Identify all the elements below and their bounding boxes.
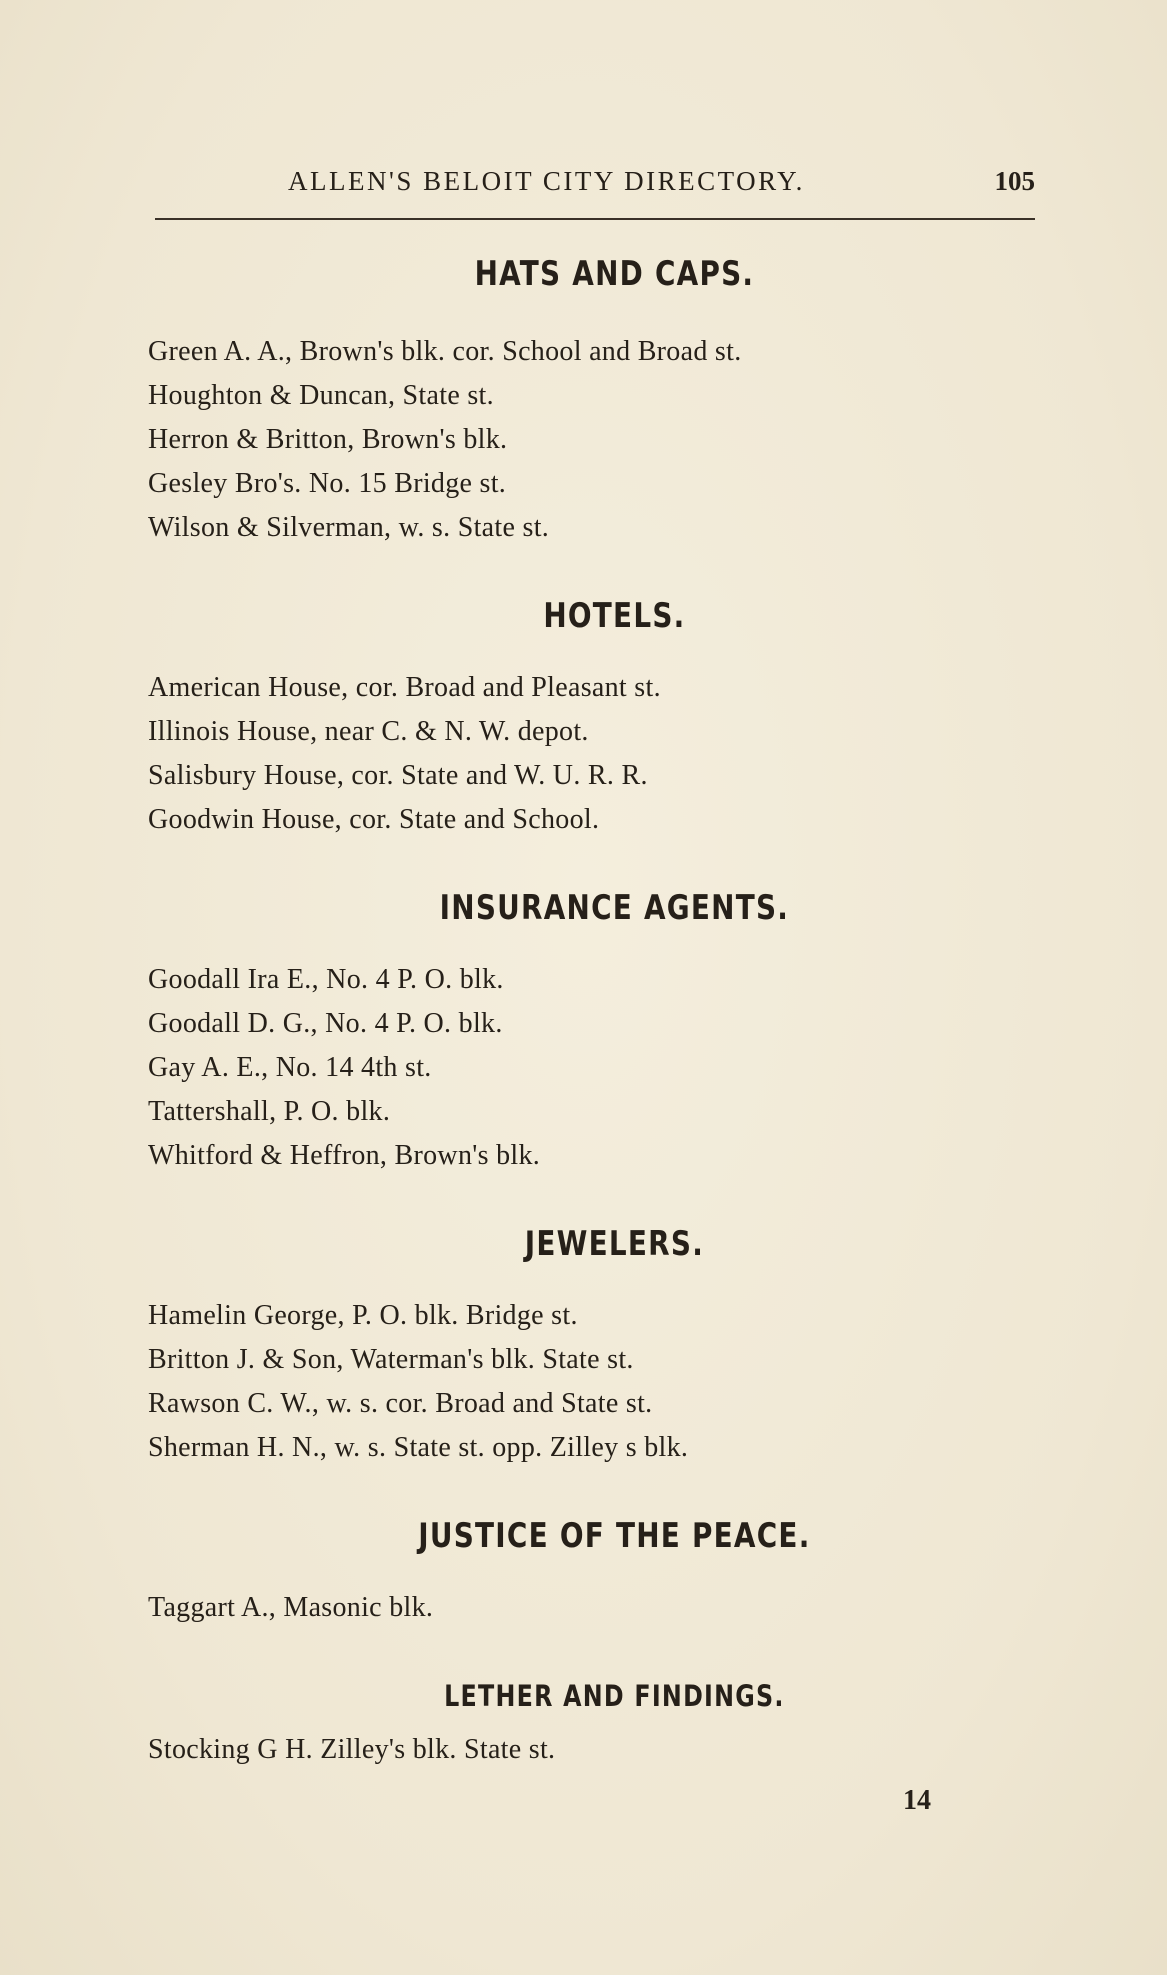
section-jewelers: [148, 1218, 1048, 1470]
list-item: Gesley Bro's. No. 15 Bridge st.: [148, 468, 507, 499]
list-item: Rawson C. W., w. s. cor. Broad and State st.: [148, 1388, 653, 1419]
section-heading: HOTELS.: [543, 596, 686, 636]
entry-list: [148, 958, 1048, 1178]
list-item: Britton J. & Son, Waterman's blk. State st.: [148, 1344, 634, 1375]
section-lether-and-findings: [148, 1670, 1048, 1772]
section-heading: JUSTICE OF THE PEACE.: [418, 1516, 811, 1556]
list-item: Wilson & Silverman, w. s. State st.: [148, 512, 550, 543]
list-item: Sherman H. N., w. s. State st. opp. Zilley s blk.: [148, 1432, 689, 1463]
list-item: Whitford & Heffron, Brown's blk.: [148, 1140, 541, 1171]
list-item: Houghton & Duncan, State st.: [148, 380, 494, 411]
running-head: [155, 166, 1035, 206]
running-title: ALLEN'S BELOIT CITY DIRECTORY.: [288, 166, 805, 196]
section-hotels: [148, 590, 1048, 842]
section-heading: LETHER AND FINDINGS.: [444, 1679, 785, 1713]
entry-list: [148, 1728, 1048, 1772]
list-item: American House, cor. Broad and Pleasant st.: [148, 672, 661, 703]
section-heading: INSURANCE AGENTS.: [439, 888, 790, 928]
header-rule: [155, 218, 1035, 220]
section-heading: HATS AND CAPS.: [474, 254, 755, 294]
page-number: 105: [994, 166, 1035, 196]
list-item: Herron & Britton, Brown's blk.: [148, 424, 508, 455]
list-item: Tattershall, P. O. blk.: [148, 1096, 391, 1127]
entry-list: [148, 1586, 1048, 1630]
entry-list: [148, 666, 1048, 842]
section-justice-of-the-peace: [148, 1510, 1048, 1630]
entry-list: [148, 1294, 1048, 1470]
section-hats-and-caps: [148, 248, 1048, 550]
list-item: Goodwin House, cor. State and School.: [148, 804, 600, 835]
list-item: Goodall D. G., No. 4 P. O. blk.: [148, 1008, 503, 1039]
list-item: Gay A. E., No. 14 4th st.: [148, 1052, 432, 1083]
list-item: Goodall Ira E., No. 4 P. O. blk.: [148, 964, 504, 995]
list-item: Green A. A., Brown's blk. cor. School and Broad st.: [148, 336, 742, 367]
entry-list: [148, 330, 1048, 550]
list-item: Illinois House, near C. & N. W. depot.: [148, 716, 589, 747]
list-item: Salisbury House, cor. State and W. U. R. R.: [148, 760, 648, 791]
list-item: Hamelin George, P. O. blk. Bridge st.: [148, 1300, 578, 1331]
section-insurance-agents: [148, 882, 1048, 1178]
list-item: Taggart A., Masonic blk.: [148, 1592, 434, 1623]
directory-listings: [148, 248, 1048, 1772]
section-heading: JEWELERS.: [524, 1224, 705, 1264]
signature-mark: 14: [903, 1785, 931, 1816]
list-item: Stocking G H. Zilley's blk. State st.: [148, 1734, 556, 1765]
